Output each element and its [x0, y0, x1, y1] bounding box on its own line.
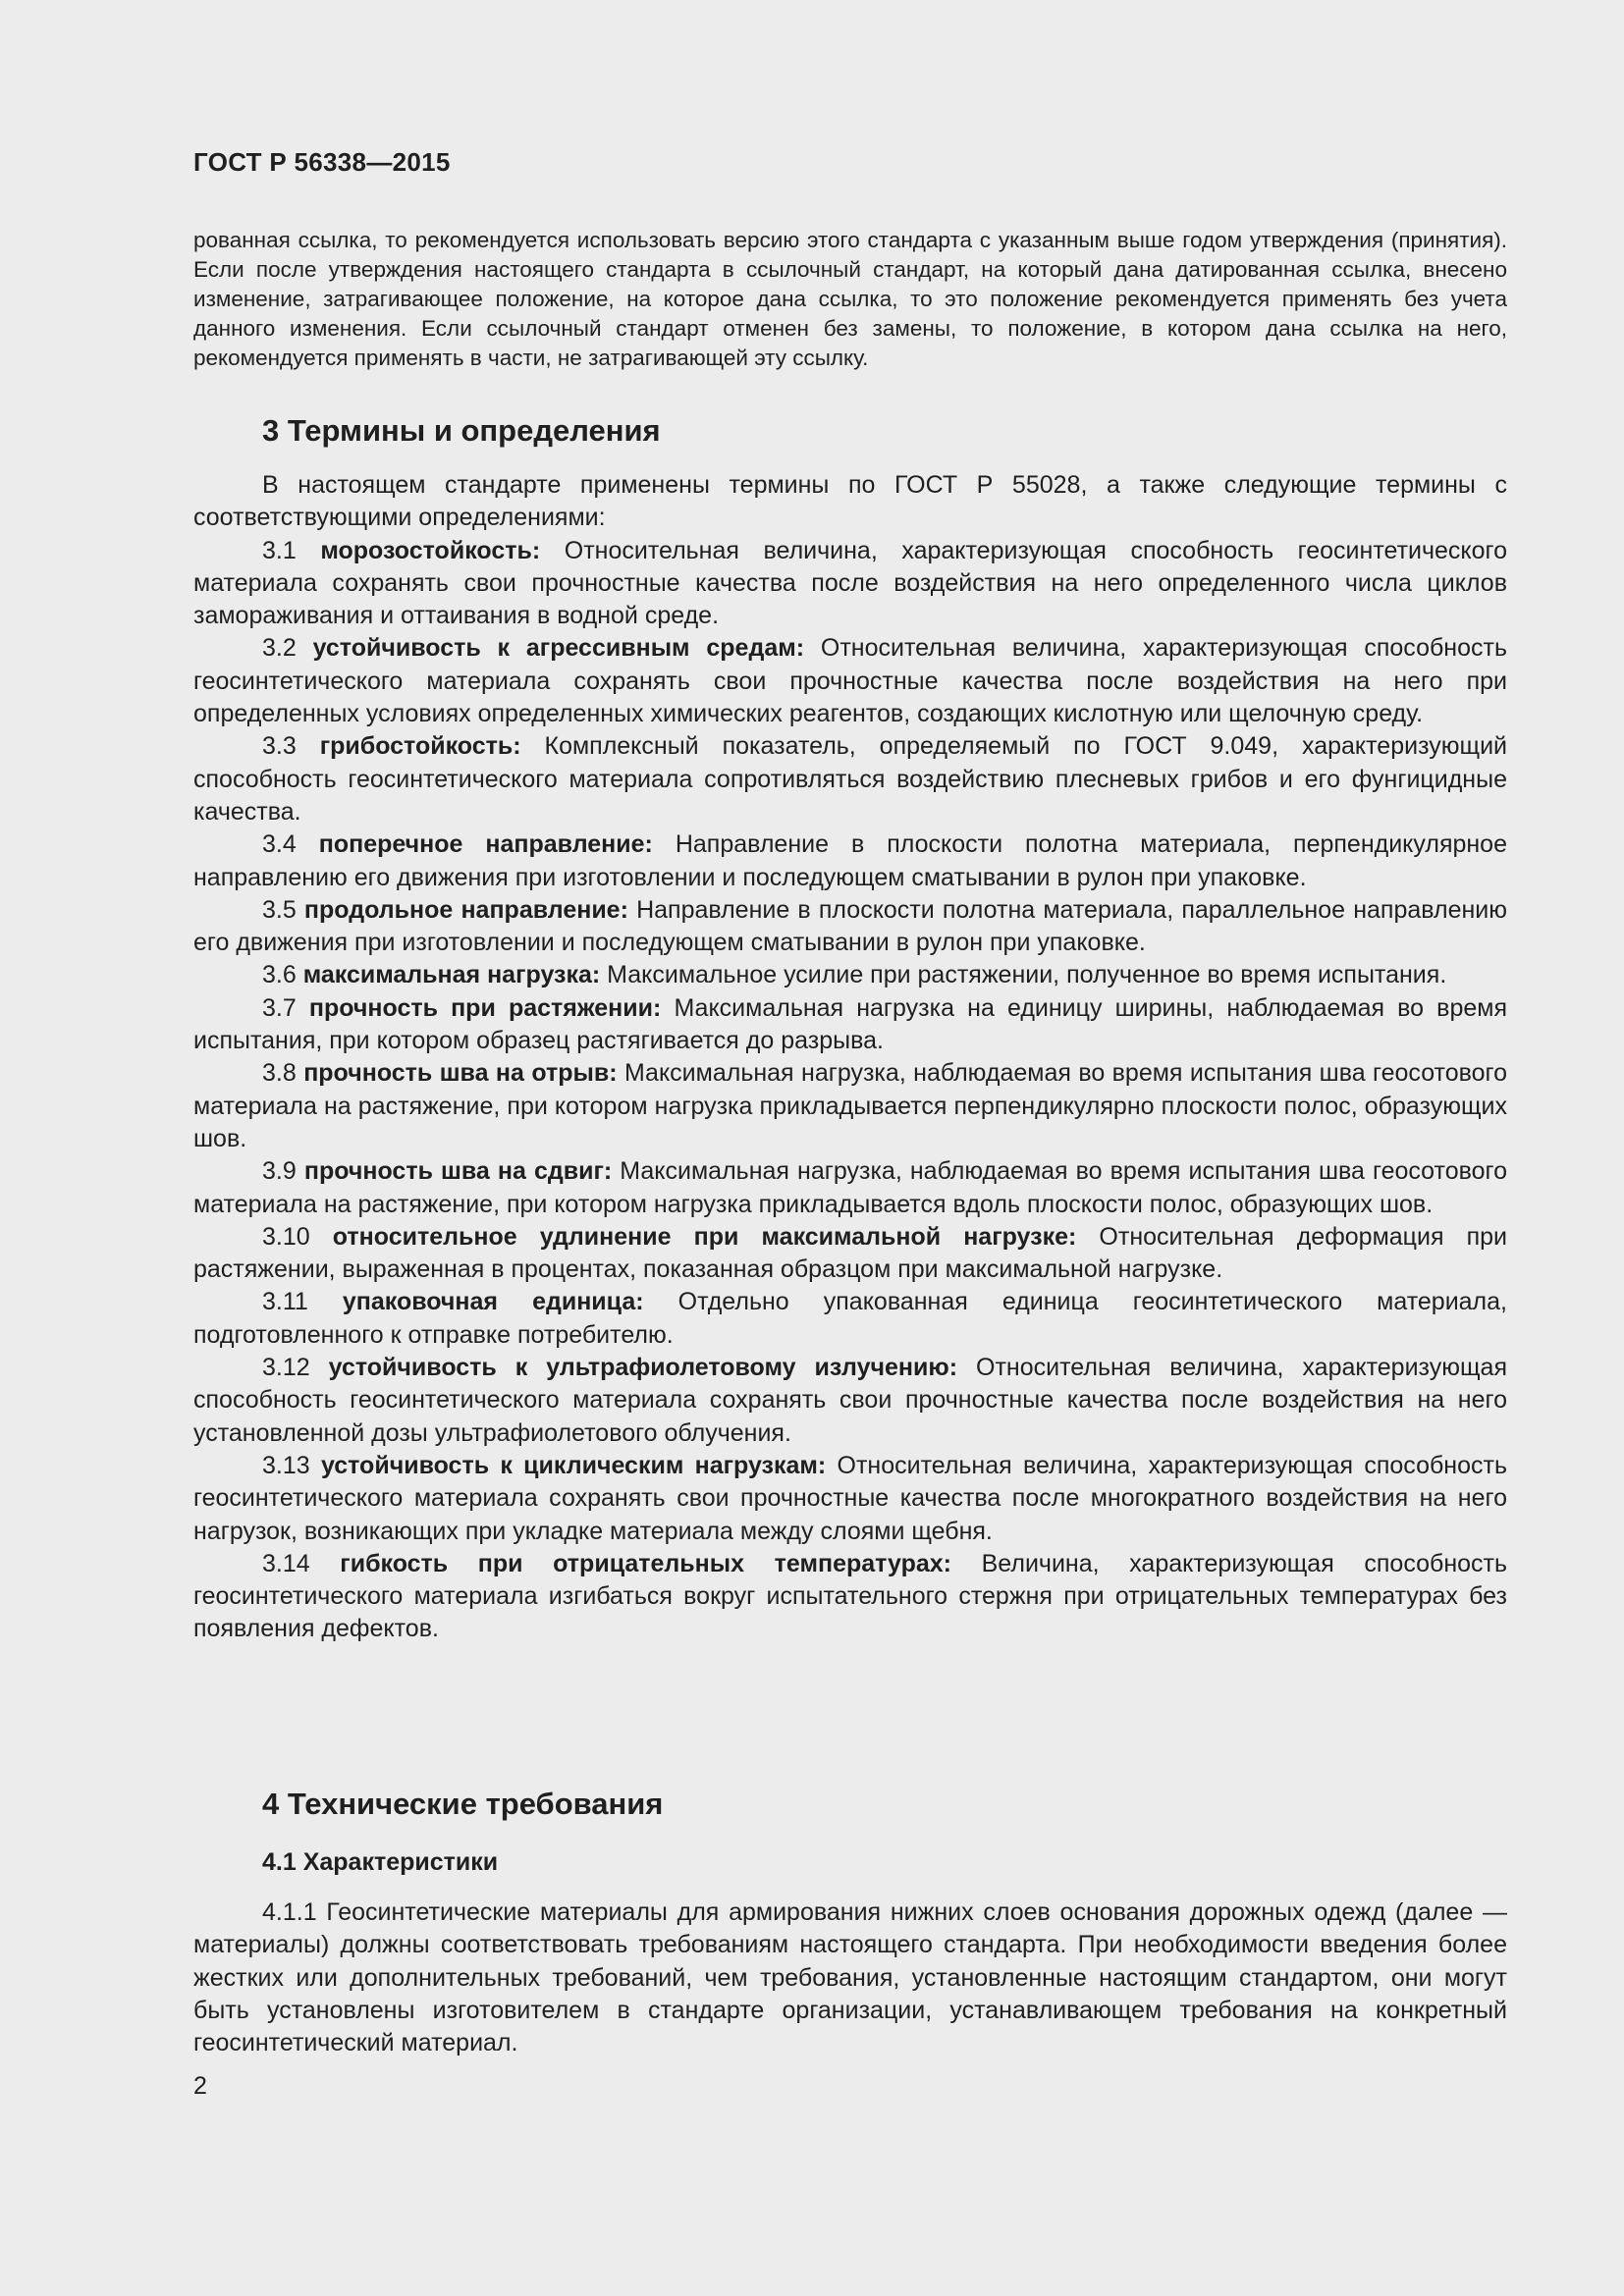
intro-paragraph: рованная ссылка, то рекомендуется использовать версию этого стандарта с указанным выше годом утверждения (принятия). Если после утверждения настоящего стандарта в ссылочный стандарт, на который дана датированная ссылка, внесено изменение, затрагивающее положение, на которое дана ссылка, то это положение рекомендуется применять без учета данного изменения. Если ссылочный стандарт отменен без замены, то положение, в котором дана ссылка на него, рекомендуется применять в части, не затрагивающей эту ссылку. — [193, 228, 1507, 370]
term-3-9: 3.9 прочность шва на сдвиг: Максимальная нагрузка, наблюдаемая во время испытания шва геосотового материала на растяжение, при котором нагрузка прикладывается вдоль плоскости полос, образующих шов. — [193, 1157, 1507, 1218]
section-3-lead: В настоящем стандарте применены термины по ГОСТ Р 55028, а также следующие термины с соответствующими определениями: — [193, 471, 1507, 532]
term-3-5: 3.5 продольное направление: Направление в плоскости полотна материала, параллельное направлению его движения при изготовлении и последующем сматывании в рулон при упаковке. — [193, 895, 1507, 957]
term-3-11: 3.11 упаковочная единица: Отдельно упакованная единица геосинтетического материала, подготовленного к отправке потребителю. — [193, 1288, 1507, 1349]
term-3-3: 3.3 грибостойкость: Комплексный показатель, определяемый по ГОСТ 9.049, характеризующий способность геосинтетического материала сопротивляться воздействию плесневых грибов и его фунгицидные качества. — [193, 732, 1507, 826]
term-3-14: 3.14 гибкость при отрицательных температурах: Величина, характеризующая способность геосинтетического материала изгибаться вокруг испытательного стержня при отрицательных температурах без появления дефектов. — [193, 1549, 1508, 1643]
term-3-12: 3.12 устойчивость к ультрафиолетовому излучению: Относительная величина, характеризующая способность геосинтетического материала сохранять свои прочностные качества после воздействия на него установленной дозы ультрафиолетового облучения. — [193, 1354, 1507, 1447]
term-3-6: 3.6 максимальная нагрузка: Максимальное усилие при растяжении, полученное во время испытания. — [262, 961, 1447, 989]
term-3-13: 3.13 устойчивость к циклическим нагрузкам: Относительная величина, характеризующая способность геосинтетического материала сохранять свои прочностные качества после многократного воздействия на него нагрузок, возникающих при укладке материала между слоями щебня. — [193, 1451, 1507, 1545]
term-3-10: 3.10 относительное удлинение при максимальной нагрузке: Относительная деформация при растяжении, выраженная в процентах, показанная образцом при максимальной нагрузке. — [193, 1222, 1508, 1284]
term-3-2: 3.2 устойчивость к агрессивным средам: Относительная величина, характеризующая способность геосинтетического материала сохранять свои прочностные качества после воздействия на него при определенных условиях определенных химических реагентов, создающих кислотную или щелочную среду. — [193, 634, 1507, 728]
term-3-7: 3.7 прочность при растяжении: Максимальная нагрузка на единицу ширины, наблюдаемая во время испытания, при котором образец растягивается до разрыва. — [193, 993, 1507, 1055]
term-3-1: 3.1 морозостойкость: Относительная величина, характеризующая способность геосинтетического материала сохранять свои прочностные качества после воздействия на него определенного числа циклов замораживания и оттаивания в водной среде. — [193, 536, 1508, 630]
section-4-body — [193, 1896, 1507, 2059]
section-3-body — [193, 469, 1507, 1646]
document-header: ГОСТ Р 56338—2015 — [193, 147, 451, 177]
section-3-title: 3 Термины и определения — [262, 413, 661, 448]
page-number: 2 — [193, 2072, 207, 2100]
term-3-4: 3.4 поперечное направление: Направление в плоскости полотна материала, перпендикулярное направлению его движения при изготовлении и последующем сматывании в рулон при упаковке. — [193, 830, 1507, 891]
term-3-8: 3.8 прочность шва на отрыв: Максимальная нагрузка, наблюдаемая во время испытания шва геосотового материала на растяжение, при котором нагрузка прикладывается перпендикулярно плоскости полос, образующих шов. — [193, 1059, 1507, 1152]
section-4-title: 4 Технические требования — [262, 1787, 664, 1821]
clause-4-1-1: 4.1.1 Геосинтетические материалы для армирования нижних слоев основания дорожных одежд (далее — материалы) должны соответствовать требованиям настоящего стандарта. При необходимости введения более жестких или дополнительных требований, чем требования, установленные настоящим стандартом, они могут быть установлены изготовителем в стандарте организации, устанавливающем требования на конкретный геосинтетический материал. — [193, 1898, 1507, 2057]
section-4-1-title: 4.1 Характеристики — [262, 1848, 499, 1876]
